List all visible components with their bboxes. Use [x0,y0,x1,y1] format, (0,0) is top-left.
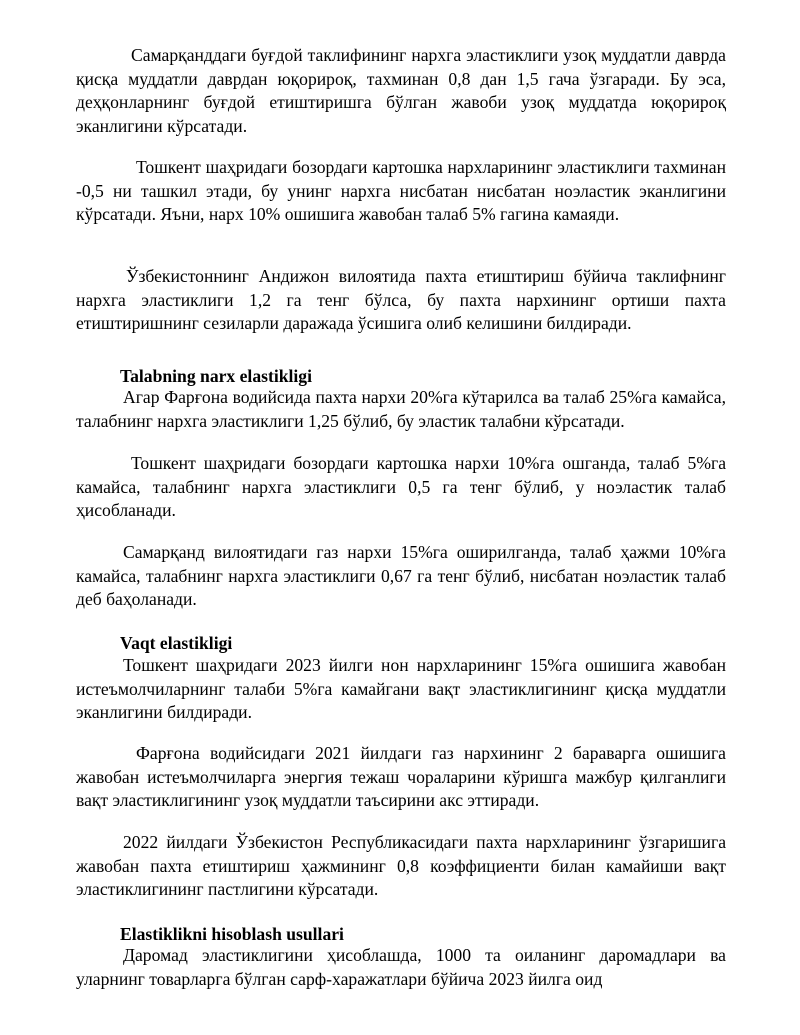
paragraph-potato-price-elasticity: Тошкент шаҳридаги бозордаги картошка нархларининг эластиклиги тахминан -0,5 ни ташкил этади, бу унинг нархга нисбатан нисбатан ноэластик эканлигини кўрсатади. Яъни, нарх 10% ошишига жавобан талаб 5% гагина камаяди. [76,157,726,225]
paragraph-fergana-cotton-demand: Агар Фарғона водийсида пахта нархи 20%га кўтарилса ва талаб 25%га камайса, талабнинг нархга эластиклиги 1,25 бўлиб, бу эластик талабни кўрсатади. [76,387,726,431]
paragraph-gas-price-time-elasticity: Фарғона водийсидаги 2021 йилдаги газ нархининг 2 бараварга ошишига жавобан истеъмолчиларга энергия тежаш чораларини кўришга мажбур қилганлиги вақт эластиклигининг узоқ муддатли таъсирини акс эттиради. [76,743,726,811]
paragraph-cotton-price-time-elasticity: 2022 йилдаги Ўзбекистон Республикасидаги пахта нархларининг ўзгаришига жавобан пахта етиштириш ҳажмининг 0,8 коэффициенти билан камайиши вақт эластиклигининг пастлигини кўрсатади. [76,832,726,900]
paragraph-income-elasticity-calculation: Даромад эластиклигини ҳисоблашда, 1000 та оиланинг даромадлари ва уларнинг товарларга бўлган сарф-харажатлари бўйича 2023 йилга оид [76,945,726,989]
heading-time-elasticity: Vaqt elastikligi [120,633,233,653]
paragraph-bread-price-time-elasticity: Тошкент шаҳридаги 2023 йилги нон нархларининг 15%га ошишига жавобан истеъмолчиларнинг талаби 5%га камайгани вақт эластиклигининг қисқа муддатли эканлигини билдиради. [76,655,726,723]
paragraph-wheat-supply-elasticity: Самарқанддаги буғдой таклифининг нархга эластиклиги узоқ муддатли даврда қисқа муддатли даврдан юқорироқ, тахминан 0,8 дан 1,5 гача ўзгаради. Бу эса, деҳқонларнинг буғдой етиштиришга бўлган жавоби узоқ муддатда юқорироқ эканлигини кўрсатади. [76,45,726,136]
paragraph-tashkent-potato-demand: Тошкент шаҳридаги бозордаги картошка нархи 10%га ошганда, талаб 5%га камайса, талабнинг нархга эластиклиги 0,5 га тенг бўлиб, у ноэластик талаб ҳисобланади. [76,453,726,521]
paragraph-cotton-supply-elasticity: Ўзбекистоннинг Андижон вилоятида пахта етиштириш бўйича таклифнинг нархга эластиклиги 1,2 га тенг бўлса, бу пахта нархининг ортиши пахта етиштиришнинг сезиларли даражада ўсишига олиб келишини билдиради. [76,266,726,334]
heading-price-elasticity-of-demand: Talabning narx elastikligi [120,366,312,386]
paragraph-samarkand-gas-demand: Самарқанд вилоятидаги газ нархи 15%га оширилганда, талаб ҳажми 10%га камайса, талабнинг нархга эластиклиги 0,67 га тенг бўлиб, нисбатан ноэластик талаб деб баҳоланади. [76,542,726,610]
heading-elasticity-calculation-methods: Elastiklikni hisoblash usullari [120,924,344,944]
